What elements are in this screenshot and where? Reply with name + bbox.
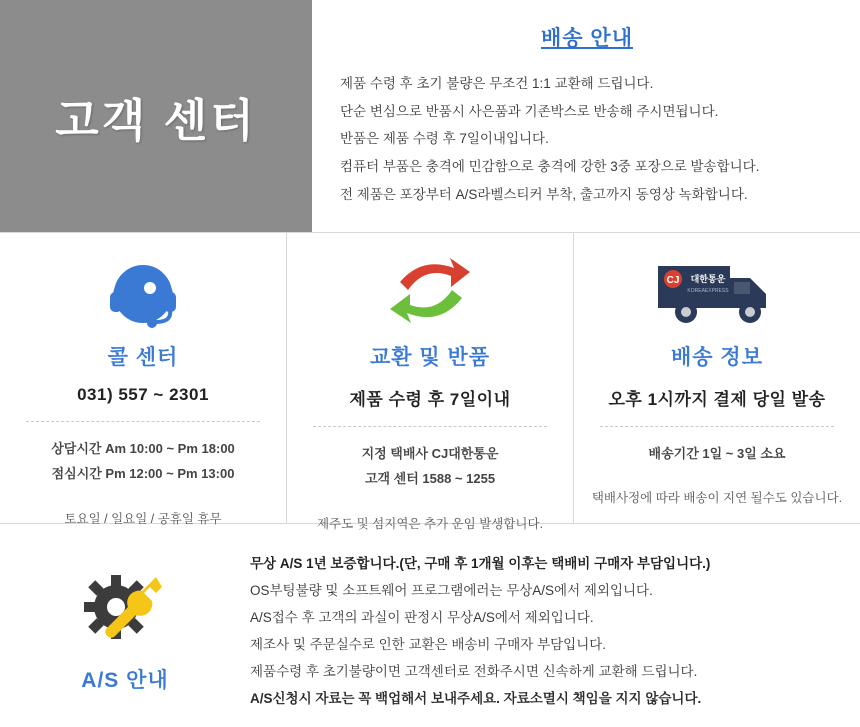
as-icon-block: [0, 538, 250, 726]
courier-customer-center: 고객 센터 1588 ~ 1255: [364, 471, 496, 487]
exchange-return-column: [286, 233, 573, 531]
as-line: 제품수령 후 초기불량이면 고객센터로 전화주시면 신속하게 교환해 드립니다.: [250, 664, 698, 679]
call-center-phone: 031) 557 ~ 2301: [26, 385, 260, 422]
call-center-holiday-note: 토요일 / 일요일 / 공휴일 휴무: [64, 511, 222, 526]
as-text-block: [250, 538, 860, 726]
page-title: 고객 센터: [55, 94, 257, 146]
delivery-notice-line: 제품 수령 후 초기 불량은 무조건 1:1 교환해 드립니다.: [340, 76, 654, 91]
as-line: A/S신청시 자료는 꼭 백업해서 보내주세요. 자료소멸시 책임을 지지 않습니다.: [250, 691, 702, 706]
info-columns: [0, 232, 860, 531]
delivery-truck-icon: [584, 251, 850, 335]
call-center-lunch: 점심시간 Pm 12:00 ~ Pm 13:00: [51, 466, 235, 482]
designated-courier: 지정 택배사 CJ대한통운: [361, 446, 499, 461]
as-line: A/S접수 후 고객의 과실이 판정시 무상A/S에서 제외입니다.: [250, 610, 594, 625]
as-line: 제조사 및 주문실수로 인한 교환은 배송비 구매자 부담입니다.: [250, 637, 607, 652]
delivery-info-column: [573, 233, 860, 523]
delivery-duration: 배송기간 1일 ~ 3일 소요: [648, 446, 786, 461]
delivery-notice-line: 단순 변심으로 반품시 사은품과 기존박스로 반송해 주시면됩니다.: [340, 103, 719, 119]
exchange-arrows-icon: [297, 251, 563, 335]
delivery-notice-panel: [312, 0, 860, 232]
as-line: 무상 A/S 1년 보증합니다.(단, 구매 후 1개월 이후는 택배비 구매자 부담입니다.): [250, 556, 711, 571]
column-title: 배송 정보: [671, 346, 763, 369]
as-title: A/S 안내: [81, 668, 169, 692]
as-section: [0, 524, 860, 726]
svg-text:대한통운: 대한통운: [690, 274, 726, 284]
delivery-notice-line: 컴퓨터 부품은 충격에 민감함으로 충격에 강한 3중 포장으로 발송합니다.: [340, 159, 760, 175]
same-day-shipping-cutoff: 오후 1시까지 결제 당일 발송: [600, 385, 834, 427]
column-title: 콜 센터: [107, 346, 179, 369]
delivery-notice-title: 배송 안내: [541, 27, 633, 50]
column-title: 교환 및 반품: [369, 346, 491, 369]
call-center-column: [0, 233, 286, 526]
delivery-notice-line: 반품은 제품 수령 후 7일이내입니다.: [340, 131, 549, 147]
island-surcharge-note: 제주도 및 섬지역은 추가 운임 발생합니다.: [316, 516, 544, 531]
gear-wrench-icon: [82, 571, 168, 650]
delivery-notice-line: 전 제품은 포장부터 A/S라벨스티커 부착, 출고까지 동영상 녹화합니다.: [340, 186, 748, 202]
customer-center-banner: [0, 0, 312, 232]
call-center-hours: 상담시간 Am 10:00 ~ Pm 18:00: [51, 441, 235, 456]
headset-support-icon: [10, 251, 276, 335]
as-line: OS부팅불량 및 소프트웨어 프로그램에러는 무상A/S에서 제외입니다.: [250, 583, 653, 598]
delivery-delay-note: 택배사정에 따라 배송이 지연 될수도 있습니다.: [591, 491, 843, 506]
top-section: [0, 0, 860, 232]
svg-text:CJ: CJ: [666, 275, 680, 286]
svg-text:KOREAEXPRESS: KOREAEXPRESS: [687, 288, 729, 294]
exchange-period: 제품 수령 후 7일이내: [313, 385, 547, 427]
